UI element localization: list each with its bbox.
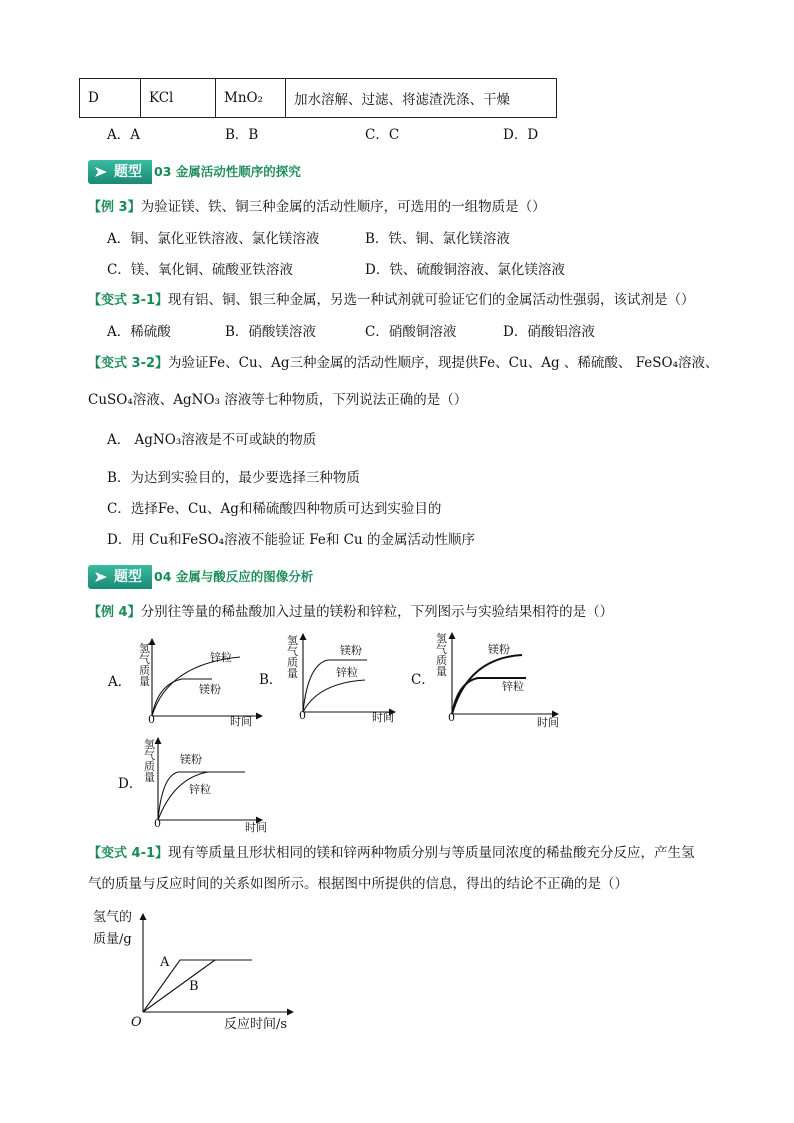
answer-option-c: C．选择Fe、Cu、Ag和稀硫酸四种物质可达到实验目的 <box>107 501 442 517</box>
graph-b-origin: 0 <box>299 709 306 722</box>
answer-option-b: B．铁、铜、氯化镁溶液 <box>365 231 510 247</box>
variant-graph-line-b-label: B <box>189 979 199 994</box>
question-text: 为验证Fe、Cu、Ag三种金属的活动性顺序，现提供Fe、Cu、Ag 、稀硫酸、 FeSO₄溶液、 <box>168 355 719 371</box>
variant-3-2-stem-line-2: CuSO₄溶液、AgNO₃ 溶液等七种物质，下列说法正确的是（） <box>88 392 468 408</box>
graph-c-option-letter: C． <box>411 672 435 688</box>
graph-c-lower-label: 锌粒 <box>502 680 524 693</box>
question-text: 分别往等量的稀盐酸加入过量的镁粉和锌粒，下列图示与实验结果相符的是（） <box>140 604 614 620</box>
section-title-text: 金属与酸反应的图像分析 <box>175 569 314 584</box>
badge-label: 题型 <box>114 164 142 180</box>
graph-c-origin: 0 <box>448 711 455 724</box>
answer-option-d: D．D <box>503 127 539 143</box>
variant-graph-y-label-line-1: 氢气的 <box>93 910 133 925</box>
question-tag: 【变式 3-2】 <box>88 356 169 371</box>
graph-b-x-label: 时间 <box>372 711 394 724</box>
badge-label: 题型 <box>114 569 142 585</box>
answer-option-d: D．铁、硫酸铜溶液、氯化镁溶液 <box>365 262 565 278</box>
graph-d-lower-label: 锌粒 <box>189 783 211 796</box>
answer-option-a: A．稀硫酸 <box>107 324 171 340</box>
graph-b-option-letter: B． <box>259 672 283 688</box>
graph-d-x-label: 时间 <box>245 821 267 834</box>
section-number: 04 <box>154 569 172 584</box>
graph-d-zn-curve <box>158 772 208 820</box>
question-tag: 【例 3】 <box>88 200 141 215</box>
variant-graph-y-label-line-2: 质量/g <box>93 932 132 947</box>
table-cell-method: 加水溶解、过滤、将滤渣洗涤、干燥 <box>286 79 557 118</box>
graph-a-option-letter: A． <box>108 674 132 690</box>
variant-4-1-stem-line-1 <box>88 844 695 863</box>
graph-a-upper-label: 锌粒 <box>210 651 232 664</box>
variant-graph-x-label: 反应时间/s <box>224 1017 288 1032</box>
graph-d-option-letter: D． <box>118 776 143 792</box>
answer-option-a: A．A <box>107 127 140 143</box>
answer-option-a: A． AgNO₃溶液是不可或缺的物质 <box>107 432 317 448</box>
answer-option-a: A．铜、氯化亚铁溶液、氯化镁溶液 <box>107 231 320 247</box>
table-cell-impurity: MnO₂ <box>216 79 286 118</box>
variant-graph-line-b <box>143 960 215 1012</box>
graph-c-y-label: 氢气质量 <box>436 632 447 678</box>
question-tag: 【变式 3-1】 <box>88 293 169 308</box>
graph-a-origin: 0 <box>148 713 155 726</box>
question-text: 为验证镁、铁、铜三种金属的活动性顺序，可选用的一组物质是（） <box>140 199 546 215</box>
question-tag: 【变式 4-1】 <box>88 846 169 861</box>
answer-option-c: C．硝酸铜溶液 <box>365 324 457 340</box>
answer-option-b: B．B <box>225 127 259 143</box>
graph-d-upper-label: 镁粉 <box>180 753 202 766</box>
graph-b-upper-label: 镁粉 <box>340 644 362 657</box>
variant-4-1-stem-line-2: 气的质量与反应时间的关系如图所示。根据图中所提供的信息，得出的结论不正确的是（） <box>88 876 628 892</box>
graph-b-lower-label: 锌粒 <box>336 666 358 679</box>
answer-option-c: C．镁、氧化铜、硫酸亚铁溶液 <box>107 262 293 278</box>
graph-c-upper-label: 镁粉 <box>488 643 510 656</box>
table-cell-substance: KCl <box>141 79 216 118</box>
section-title-text: 金属活动性顺序的探究 <box>175 164 301 179</box>
variant-graph-origin: O <box>131 1015 142 1030</box>
graph-a-y-label: 氢气质量 <box>139 642 150 688</box>
graph-c-x-label: 时间 <box>537 716 559 729</box>
question-text: 现有铝、铜、银三种金属，另选一种试剂就可验证它们的金属活动性强弱，该试剂是（） <box>168 292 695 308</box>
graph-a-lower-label: 镁粉 <box>199 683 221 696</box>
graph-a-zn-curve <box>152 657 240 716</box>
section-number: 03 <box>154 164 172 179</box>
table-cell-option: D <box>80 79 141 118</box>
question-tag: 【例 4】 <box>88 605 141 620</box>
answer-option-d: D．用 Cu和FeSO₄溶液不能验证 Fe和 Cu 的金属活动性顺序 <box>107 532 475 548</box>
answer-option-c: C．C <box>365 127 400 143</box>
graph-b-zn-curve <box>303 680 365 712</box>
question-text: 现有等质量且形状相同的镁和锌两种物质分别与等质量同浓度的稀盐酸充分反应，产生氢 <box>168 845 695 861</box>
answer-option-d: D．硝酸铝溶液 <box>503 324 595 340</box>
answer-option-b: B．为达到实验目的，最少要选择三种物质 <box>107 470 360 486</box>
graph-b-y-label: 氢气质量 <box>287 634 298 680</box>
answer-option-b: B．硝酸镁溶液 <box>225 324 316 340</box>
graph-d-origin: 0 <box>154 817 161 830</box>
graph-d-y-label: 氢气质量 <box>144 738 155 784</box>
graph-a-x-label: 时间 <box>230 715 252 728</box>
variant-graph-line-a-label: A <box>160 955 170 970</box>
